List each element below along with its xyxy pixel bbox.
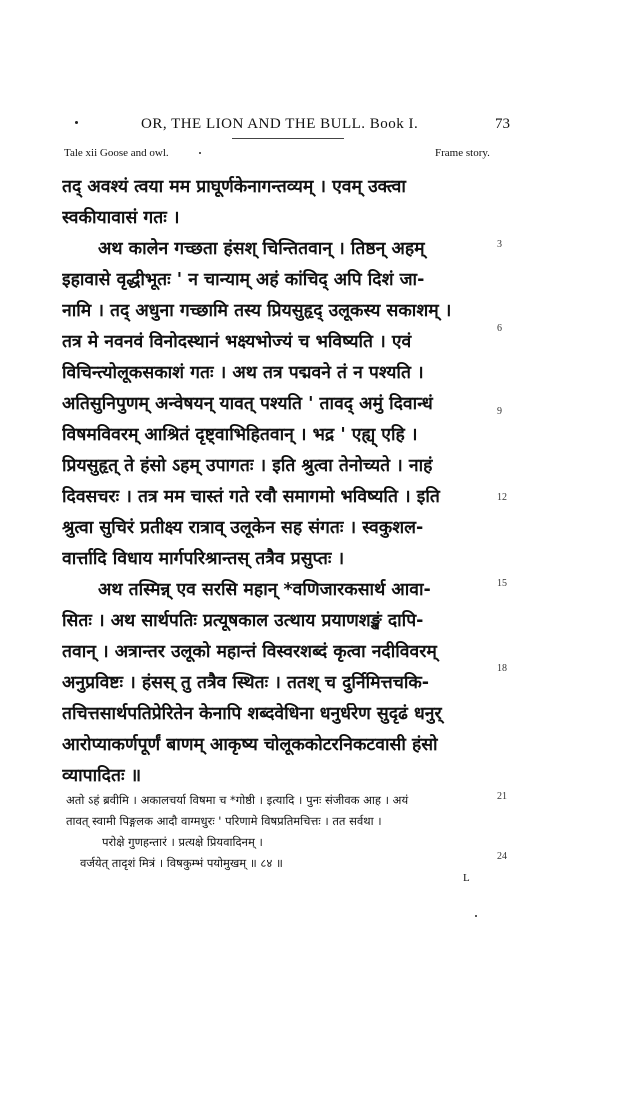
- text-line: इहावासे वृद्धीभूतः ' न चान्याम् अहं कांचिद् अपि दिशं जा-: [62, 270, 425, 290]
- line-number: 9: [497, 406, 502, 417]
- running-head-title: OR, THE LION AND THE BULL. Book I.: [141, 116, 419, 132]
- text-line: तचित्तसार्थपतिप्रेरितेन केनापि शब्दवेधिना धनुर्धरेण सुदृढं धनुर्: [62, 704, 442, 724]
- running-head: [0, 116, 633, 138]
- line-number: 18: [497, 663, 507, 674]
- text-line: प्रियसुहृत् ते हंसो ऽहम् उपागतः । इति श्रुत्वा तेनोच्यते । नाहं: [62, 456, 433, 476]
- text-line: तद् अवश्यं त्वया मम प्राघूर्णकेनागन्तव्यम् । एवम् उक्त्वा: [62, 177, 406, 197]
- text-line: अथ तस्मिन्न् एव सरसि महान् *वणिजारकसार्थ आवा-: [98, 580, 431, 600]
- text-line: वार्त्तादि विधाय मार्गपरिश्रान्तस् तत्रैव प्रसुप्तः ।: [62, 549, 345, 569]
- ink-speck: [475, 915, 477, 917]
- line-number: 3: [497, 239, 502, 250]
- header-rule: [232, 138, 344, 139]
- text-line: श्रुत्वा सुचिरं प्रतीक्ष्य रात्राव् उलूकेन सह संगतः । स्वकुशल-: [62, 518, 424, 538]
- line-number: 12: [497, 492, 507, 503]
- verse-line: परोक्षे गुणहन्तारं । प्रत्यक्षे प्रियवादिनम् ।: [102, 835, 263, 849]
- text-line: आरोप्याकर्णपूर्णं बाणम् आकृष्य चोलूककोटरनिकटवासी हंसो: [62, 735, 438, 755]
- text-line: अथ कालेन गच्छता हंसश् चिन्तितवान् । तिष्ठन् अहम्: [98, 239, 425, 259]
- line-number: 21: [497, 791, 507, 802]
- line-number: 6: [497, 323, 502, 334]
- tale-subheading: Tale xii Goose and owl.: [64, 147, 169, 159]
- text-line: विचिन्त्योलूकसकाशं गतः । अथ तत्र पद्मवने तं न पश्यति ।: [62, 363, 424, 383]
- text-line: स्वकीयावासं गतः ।: [62, 208, 180, 228]
- footnotes: [66, 790, 516, 874]
- ink-speck: [199, 152, 201, 154]
- text-line: दिवसचरः । तत्र मम चास्तं गते रवौ समागमो भविष्यति । इति: [62, 487, 440, 507]
- main-text: [62, 172, 510, 792]
- ink-speck: [75, 121, 78, 124]
- text-line: तवान् । अत्रान्तर उलूको महान्तं विस्वरशब्दं कृत्वा नदीविवरम्: [62, 642, 437, 662]
- text-line: अनुप्रविष्टः । हंसस् तु तत्रैव स्थितः । ततश् च दुर्निमित्तचकि-: [62, 673, 430, 693]
- line-number: 15: [497, 578, 507, 589]
- signature-mark: L: [463, 872, 470, 884]
- page-number: 73: [495, 116, 510, 132]
- note-line: तावत् स्वामी पिङ्गलक आदौ वाग्मधुरः ' परिणामे विषप्रतिमचित्तः । तत सर्वथा ।: [66, 814, 382, 828]
- text-line: अतिसुनिपुणम् अन्वेषयन् यावत् पश्यति ' तावद् अमुं दिवान्धं: [62, 394, 433, 414]
- text-line: विषमविवरम् आश्रितं दृष्ट्वाभिहितवान् । भद्र ' एह्य् एहि ।: [62, 425, 418, 445]
- verse-line: वर्जयेत् तादृशं मित्रं । विषकुम्भं पयोमुखम् ॥ ८४ ॥: [80, 856, 283, 870]
- text-line: सितः । अथ सार्थपतिः प्रत्यूषकाल उत्थाय प्रयाणशङ्खं दापि-: [62, 611, 424, 631]
- text-line: व्यापादितः ॥: [62, 766, 142, 786]
- text-line: तत्र मे नवनवं विनोदस्थानं भक्ष्यभोज्यं च भविष्यति । एवं: [62, 332, 412, 352]
- text-line: नामि । तद् अधुना गच्छामि तस्य प्रियसुहृद् उलूकस्य सकाशम् ।: [62, 301, 452, 321]
- note-line: अतो ऽहं ब्रवीमि । अकालचर्या विषमा च *गोष्ठी । इत्यादि । पुनः संजीवक आह । अयं: [66, 793, 409, 807]
- line-number: 24: [497, 851, 507, 862]
- frame-story-subheading: Frame story.: [435, 147, 490, 159]
